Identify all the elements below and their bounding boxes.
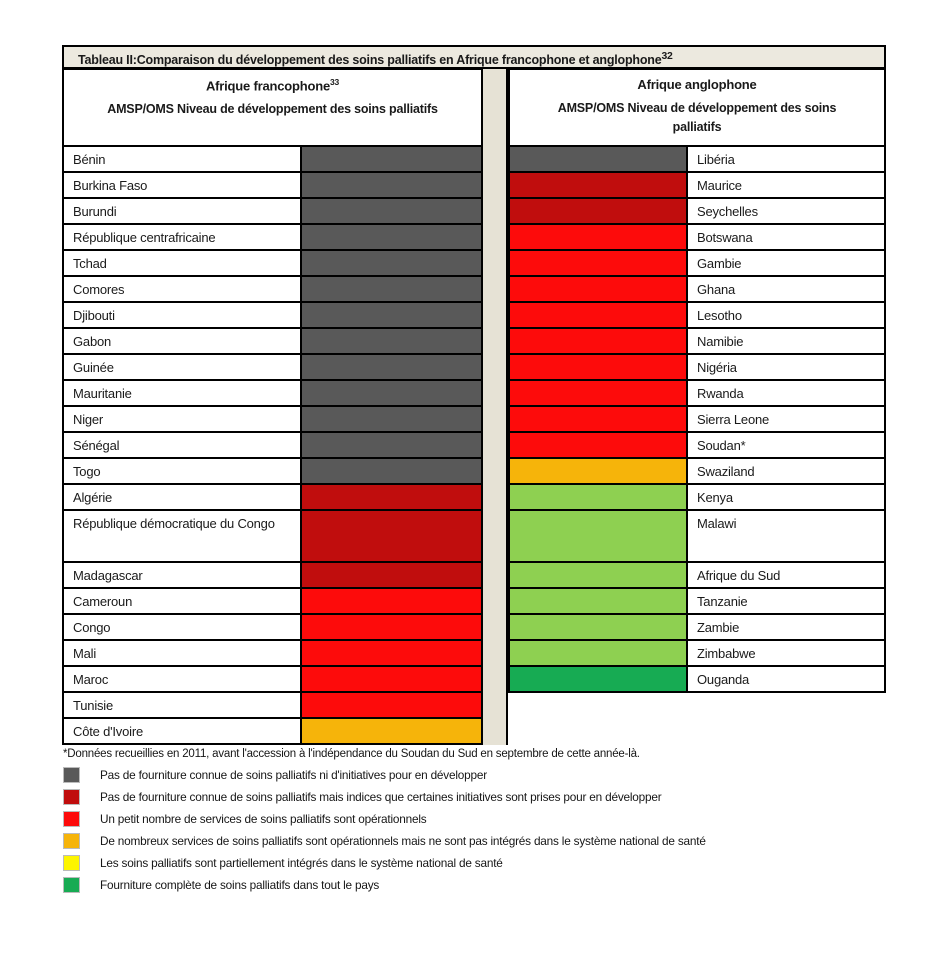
level-cell <box>302 641 481 665</box>
table-row <box>510 303 884 329</box>
table-row <box>510 199 884 225</box>
legend-label: De nombreux services de soins palliatifs sont opérationnels mais ne sont pas intégrés dans le système national de santé <box>100 834 706 848</box>
country-label: Zambie <box>688 615 884 639</box>
table-row <box>510 511 884 563</box>
table-row <box>64 173 481 199</box>
anglophone-heading <box>510 77 884 92</box>
country-label: Soudan* <box>688 433 884 457</box>
legend-label: Les soins palliatifs sont partiellement intégrés dans le système national de santé <box>100 856 503 870</box>
level-cell <box>510 433 688 457</box>
level-cell <box>510 589 688 613</box>
table-row <box>510 563 884 589</box>
level-cell <box>302 459 481 483</box>
francophone-header <box>62 69 483 147</box>
table-row <box>64 693 481 719</box>
country-label: Guinée <box>64 355 302 379</box>
level-cell <box>510 251 688 275</box>
legend-item <box>63 808 886 830</box>
legend-swatch <box>63 767 80 783</box>
legend-item <box>63 852 886 874</box>
country-label: Niger <box>64 407 302 431</box>
table-row <box>510 667 884 691</box>
level-cell <box>510 641 688 665</box>
table-row <box>510 277 884 303</box>
country-label: Bénin <box>64 147 302 171</box>
country-label: Djibouti <box>64 303 302 327</box>
table-title-superscript: 32 <box>661 51 673 62</box>
table-row <box>64 641 481 667</box>
level-cell <box>510 381 688 405</box>
country-label: Burundi <box>64 199 302 223</box>
level-cell <box>510 667 688 691</box>
anglophone-column <box>508 69 886 693</box>
francophone-subtitle: AMSP/OMS Niveau de développement des soins palliatifs <box>107 102 438 117</box>
table-row <box>64 511 481 563</box>
legend-swatch <box>63 833 80 849</box>
level-cell <box>302 667 481 691</box>
country-label: Rwanda <box>688 381 884 405</box>
country-label: Tunisie <box>64 693 302 717</box>
level-cell <box>302 693 481 717</box>
legend-swatch <box>63 811 80 827</box>
level-cell <box>510 277 688 301</box>
francophone-heading-superscript: 33 <box>329 77 340 87</box>
table-row <box>510 355 884 381</box>
level-cell <box>510 407 688 431</box>
level-cell <box>510 199 688 223</box>
country-label: Maurice <box>688 173 884 197</box>
level-cell <box>510 485 688 509</box>
table-title-text: Tableau II:Comparaison du développement des soins palliatifs en Afrique francophone et anglophone <box>78 53 662 68</box>
table-row <box>64 355 481 381</box>
legend-swatch <box>63 789 80 805</box>
country-label: Côte d'Ivoire <box>64 719 302 743</box>
country-label: Maroc <box>64 667 302 691</box>
country-label: Gambie <box>688 251 884 275</box>
legend-label: Fourniture complète de soins palliatifs dans tout le pays <box>100 878 380 892</box>
table-row <box>510 485 884 511</box>
legend-item <box>63 764 886 786</box>
table-row <box>64 485 481 511</box>
country-label: Lesotho <box>688 303 884 327</box>
country-label: Mali <box>64 641 302 665</box>
level-cell <box>510 329 688 353</box>
anglophone-heading-text: Afrique anglophone <box>637 77 757 92</box>
level-cell <box>510 563 688 587</box>
country-label: Togo <box>64 459 302 483</box>
francophone-column <box>62 69 483 745</box>
anglophone-table <box>508 147 886 693</box>
level-cell <box>302 563 481 587</box>
table-row <box>64 433 481 459</box>
table-row <box>510 173 884 199</box>
country-label: Cameroun <box>64 589 302 613</box>
legend-label: Pas de fourniture connue de soins palliatifs ni d'initiatives pour en développer <box>100 768 487 782</box>
country-label: République démocratique du Congo <box>64 511 302 561</box>
table-row <box>64 277 481 303</box>
level-cell <box>510 173 688 197</box>
table-row <box>64 459 481 485</box>
country-label: Tanzanie <box>688 589 884 613</box>
level-cell <box>510 147 688 171</box>
table-row <box>510 251 884 277</box>
country-label: Sénégal <box>64 433 302 457</box>
country-label: Botswana <box>688 225 884 249</box>
level-cell <box>510 459 688 483</box>
level-cell <box>302 173 481 197</box>
level-cell <box>302 407 481 431</box>
legend-label: Un petit nombre de services de soins palliatifs sont opérationnels <box>100 812 427 826</box>
country-label: Sierra Leone <box>688 407 884 431</box>
legend-item <box>63 830 886 852</box>
country-label: Kenya <box>688 485 884 509</box>
table-row <box>64 303 481 329</box>
table-row <box>64 199 481 225</box>
level-cell <box>302 225 481 249</box>
level-cell <box>302 381 481 405</box>
country-label: Libéria <box>688 147 884 171</box>
comparison-table <box>62 45 886 896</box>
country-label: Burkina Faso <box>64 173 302 197</box>
table-row <box>64 251 481 277</box>
table-row <box>510 459 884 485</box>
level-cell <box>302 199 481 223</box>
country-label: Seychelles <box>688 199 884 223</box>
table-row <box>510 433 884 459</box>
country-label: Comores <box>64 277 302 301</box>
country-label: Zimbabwe <box>688 641 884 665</box>
level-cell <box>510 615 688 639</box>
table-row <box>510 225 884 251</box>
country-label: Swaziland <box>688 459 884 483</box>
francophone-heading <box>64 77 481 93</box>
country-label: Madagascar <box>64 563 302 587</box>
table-row <box>64 225 481 251</box>
legend <box>62 764 886 896</box>
legend-item <box>63 874 886 896</box>
table-row <box>64 719 481 743</box>
country-label: République centrafricaine <box>64 225 302 249</box>
table-row <box>510 407 884 433</box>
table-row <box>64 667 481 693</box>
footnote: *Données recueillies en 2011, avant l'accession à l'indépendance du Soudan du Sud en septembre de cette année-là. <box>63 748 640 760</box>
country-label: Afrique du Sud <box>688 563 884 587</box>
level-cell <box>302 433 481 457</box>
country-label: Tchad <box>64 251 302 275</box>
country-label: Algérie <box>64 485 302 509</box>
table-row <box>64 381 481 407</box>
table-title <box>62 45 886 69</box>
level-cell <box>302 147 481 171</box>
table-row <box>510 329 884 355</box>
table-row <box>510 381 884 407</box>
legend-swatch <box>63 877 80 893</box>
legend-item <box>63 786 886 808</box>
table-row <box>64 615 481 641</box>
country-label: Mauritanie <box>64 381 302 405</box>
level-cell <box>510 303 688 327</box>
table-row <box>510 589 884 615</box>
table-row <box>64 329 481 355</box>
francophone-table <box>62 147 483 745</box>
level-cell <box>302 485 481 509</box>
level-cell <box>510 511 688 561</box>
level-cell <box>302 277 481 301</box>
table-row <box>510 147 884 173</box>
table-row <box>64 407 481 433</box>
country-label: Congo <box>64 615 302 639</box>
level-cell <box>302 355 481 379</box>
level-cell <box>302 251 481 275</box>
table-row <box>64 147 481 173</box>
level-cell <box>510 225 688 249</box>
country-label: Gabon <box>64 329 302 353</box>
country-label: Nigéria <box>688 355 884 379</box>
table-row <box>510 641 884 667</box>
level-cell <box>302 719 481 743</box>
legend-label: Pas de fourniture connue de soins palliatifs mais indices que certaines initiatives sont prises pour en développer <box>100 790 662 804</box>
country-label: Namibie <box>688 329 884 353</box>
center-divider <box>483 69 508 745</box>
country-label: Malawi <box>688 511 884 561</box>
table-row <box>510 615 884 641</box>
legend-swatch <box>63 855 80 871</box>
level-cell <box>302 589 481 613</box>
table-row <box>64 589 481 615</box>
francophone-heading-text: Afrique francophone <box>205 78 330 94</box>
level-cell <box>302 615 481 639</box>
anglophone-subtitle: AMSP/OMS Niveau de développement des soins palliatifs <box>557 101 837 135</box>
anglophone-header <box>508 69 886 147</box>
level-cell <box>302 329 481 353</box>
country-label: Ouganda <box>688 667 884 691</box>
level-cell <box>302 511 481 561</box>
table-row <box>64 563 481 589</box>
level-cell <box>302 303 481 327</box>
country-label: Ghana <box>688 277 884 301</box>
level-cell <box>510 355 688 379</box>
